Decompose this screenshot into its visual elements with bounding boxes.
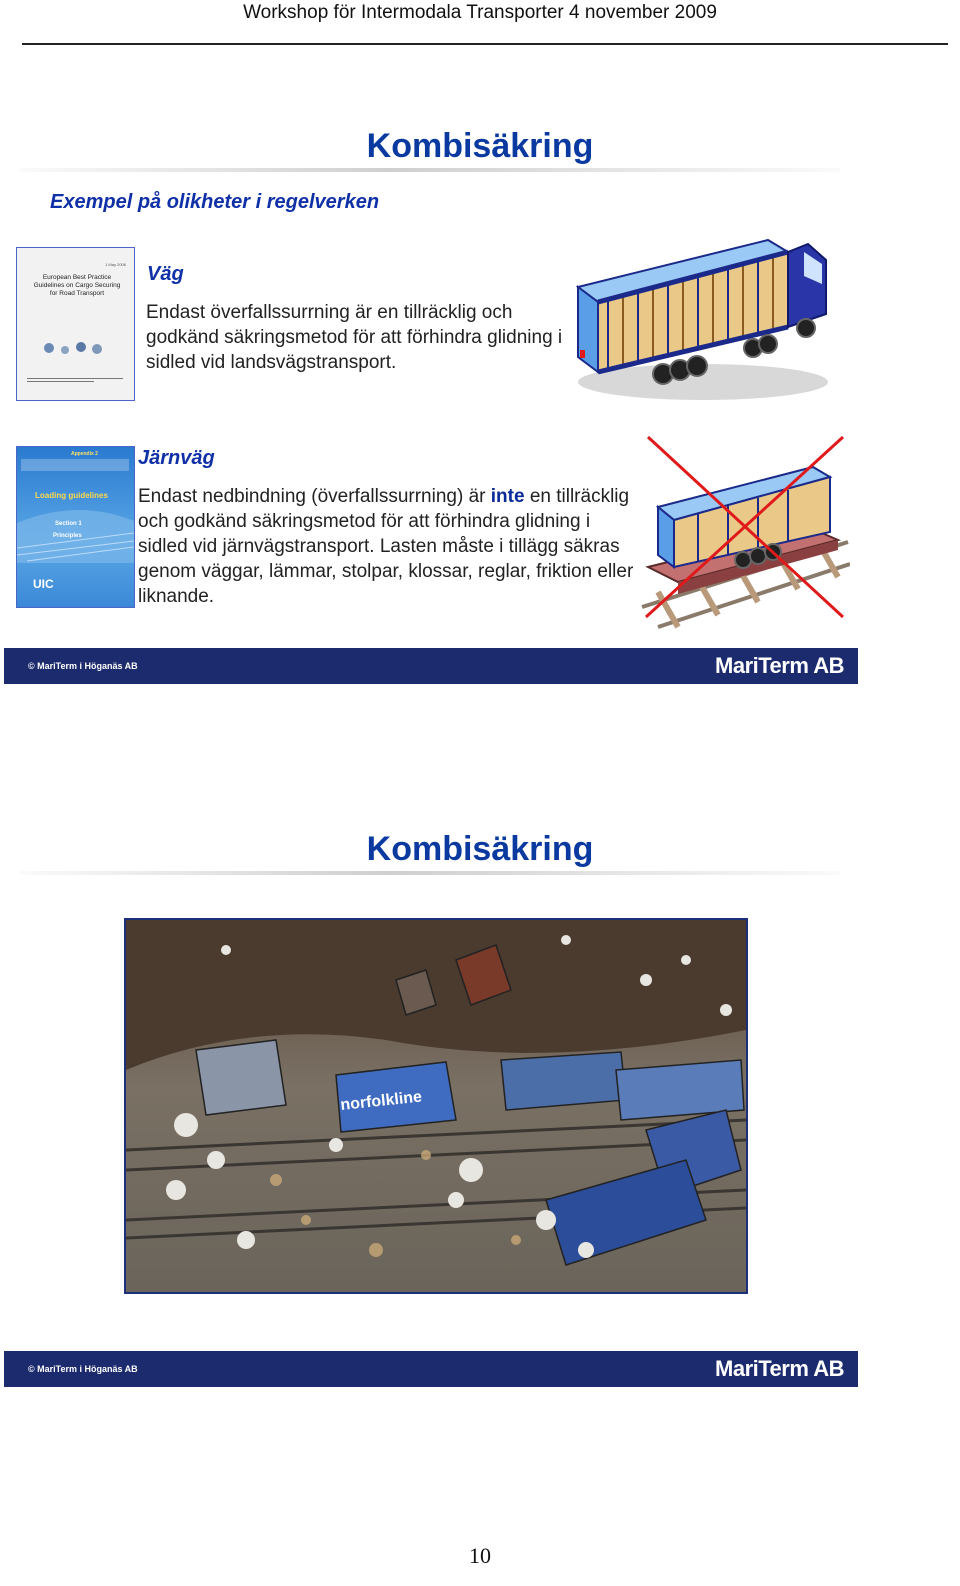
rail-doc-uic-logo: UIC bbox=[33, 577, 54, 591]
slide1-title-rule bbox=[20, 168, 840, 172]
rail-guidelines-thumbnail bbox=[16, 446, 135, 608]
road-doc-date: 1 May 2006 bbox=[105, 262, 126, 267]
slide2-footer bbox=[4, 1351, 858, 1387]
road-heading: Väg bbox=[147, 263, 184, 285]
rail-heading: Järnväg bbox=[138, 447, 215, 469]
rail-text: Endast nedbindning (överfallssurrning) är inte en tillräcklig och godkänd säkringsmetod för att förhindra glidning i sidled vid järnvägstransport. Lasten måste i tillägg säkras genom väggar, lämmar, stolpar, klossar, reglar, friktion eller liknande. bbox=[138, 486, 634, 607]
slide1-footer-copyright: © MariTerm i Höganäs AB bbox=[28, 661, 138, 671]
photo-container-label: norfolkline bbox=[339, 1088, 423, 1114]
slide1-subtitle: Exempel på olikheter i regelverken bbox=[50, 191, 380, 213]
rail-doc-subtitle: Principles bbox=[53, 533, 82, 539]
slide1-title: Kombisäkring bbox=[366, 127, 594, 165]
derailment-photo bbox=[124, 918, 748, 1294]
road-doc-footer bbox=[27, 376, 123, 386]
road-guidelines-thumbnail bbox=[16, 247, 135, 401]
rail-doc-title: Loading guidelines bbox=[35, 491, 108, 500]
rail-doc-appendix: Appendix 2 bbox=[71, 451, 98, 457]
slide1-footer bbox=[4, 648, 858, 684]
rail-text-emphasis: inte bbox=[490, 486, 525, 507]
road-text: Endast överfallssurrning är en tillräcklig och godkänd säkringsmetod för att förhindra glidning i sidled vid landsvägstransport. bbox=[146, 302, 563, 373]
page-number: 10 bbox=[469, 1543, 491, 1568]
road-doc-title: European Best Practice Guidelines on Cargo Securing for Road Transport bbox=[33, 274, 121, 297]
header-divider bbox=[22, 43, 948, 45]
slide2-footer-logo: MariTerm AB bbox=[715, 1356, 844, 1381]
derailment-photo-illustration bbox=[126, 920, 746, 1292]
crossed-rail-illustration bbox=[638, 432, 850, 632]
slide1-footer-logo: MariTerm AB bbox=[715, 653, 844, 678]
slide2-footer-copyright: © MariTerm i Höganäs AB bbox=[28, 1364, 138, 1374]
road-doc-illustration bbox=[41, 338, 111, 358]
rail-doc-section: Section 1 bbox=[55, 521, 82, 527]
slide2-title: Kombisäkring bbox=[366, 830, 594, 868]
page-header: Workshop för Intermodala Transporter 4 november 2009 bbox=[243, 2, 717, 23]
slide2-title-rule bbox=[20, 871, 840, 875]
truck-illustration bbox=[568, 232, 830, 410]
